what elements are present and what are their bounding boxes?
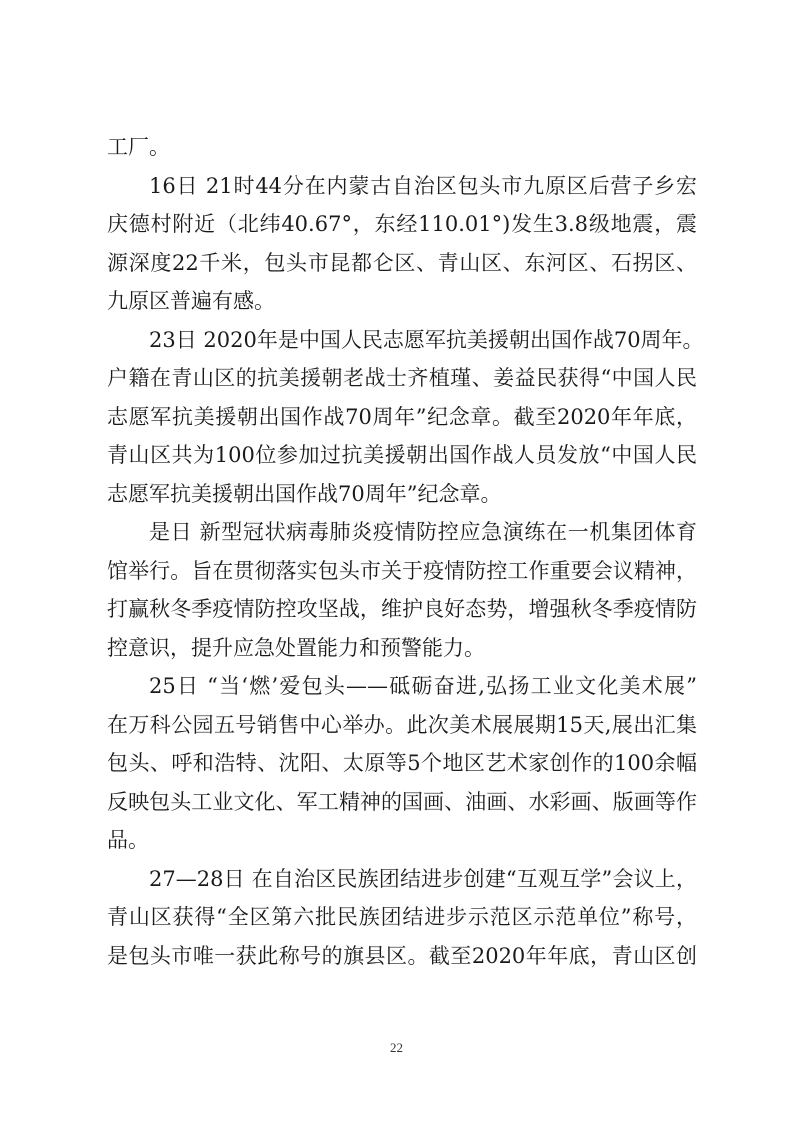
text-line: 源深度22千米，包头市昆都仑区、青山区、东河区、石拐区、 [107,250,697,275]
text-line: 志愿军抗美援朝出国作战70周年”纪念章。截至2020年年底， [107,404,697,429]
text-line: 户籍在青山区的抗美援朝老战士齐植瑾、姜益民获得“中国人民 [107,366,697,390]
text-line: 反映包头工业文化、军工精神的国画、油画、水彩画、版画等作 [107,789,697,814]
text-line: 是包头市唯一获此称号的旗县区。截至2020年年底，青山区创 [107,943,697,968]
text-line: 青山区共为100位参加过抗美援朝出国作战人员发放“中国人民 [107,443,697,467]
text-line: 在万科公园五号销售中心举办。此次美术展展期15天,展出汇集 [107,712,697,737]
text-line: 27—28日 在自治区民族团结进步创建“互观互学”会议上， [149,866,697,891]
text-line: 23日 2020年是中国人民志愿军抗美援朝出国作战70周年。 [149,327,704,352]
text-line: 志愿军抗美援朝出国作战70周年”纪念章。 [107,481,502,506]
text-line: 包头、呼和浩特、沈阳、太原等5个地区艺术家创作的100余幅 [107,751,697,775]
paragraph-entry-16 [107,167,697,321]
paragraph-entry-23 [107,321,704,514]
paragraph-entry-same-day [107,513,697,667]
text-line: 是日 新型冠状病毒肺炎疫情防控应急演练在一机集团体育 [149,520,697,544]
paragraph-continuation [107,128,697,167]
text-line: 工厂。 [107,135,170,159]
text-line: 控意识，提升应急处置能力和预警能力。 [107,635,485,660]
text-line: 庆德村附近（北纬40.67°，东经110.01°)发生3.8级地震，震 [107,212,697,236]
text-line: 25日 “当‘燃’爱包头——砥砺奋进,弘扬工业文化美术展” [149,674,697,698]
page-number: 22 [390,1040,403,1055]
text-line: 16日 21时44分在内蒙古自治区包头市九原区后营子乡宏 [149,173,697,198]
text-line: 青山区获得“全区第六批民族团结进步示范区示范单位”称号， [107,905,697,929]
text-line: 九原区普遍有感。 [107,289,275,313]
paragraph-entry-25 [107,667,697,860]
text-line: 打赢秋冬季疫情防控攻坚战，维护良好态势，增强秋冬季疫情防 [107,597,697,621]
text-line: 品。 [107,828,149,852]
paragraph-entry-27-28 [107,860,697,976]
text-line: 馆举行。旨在贯彻落实包头市关于疫情防控工作重要会议精神， [107,558,697,583]
body-text [107,128,704,975]
